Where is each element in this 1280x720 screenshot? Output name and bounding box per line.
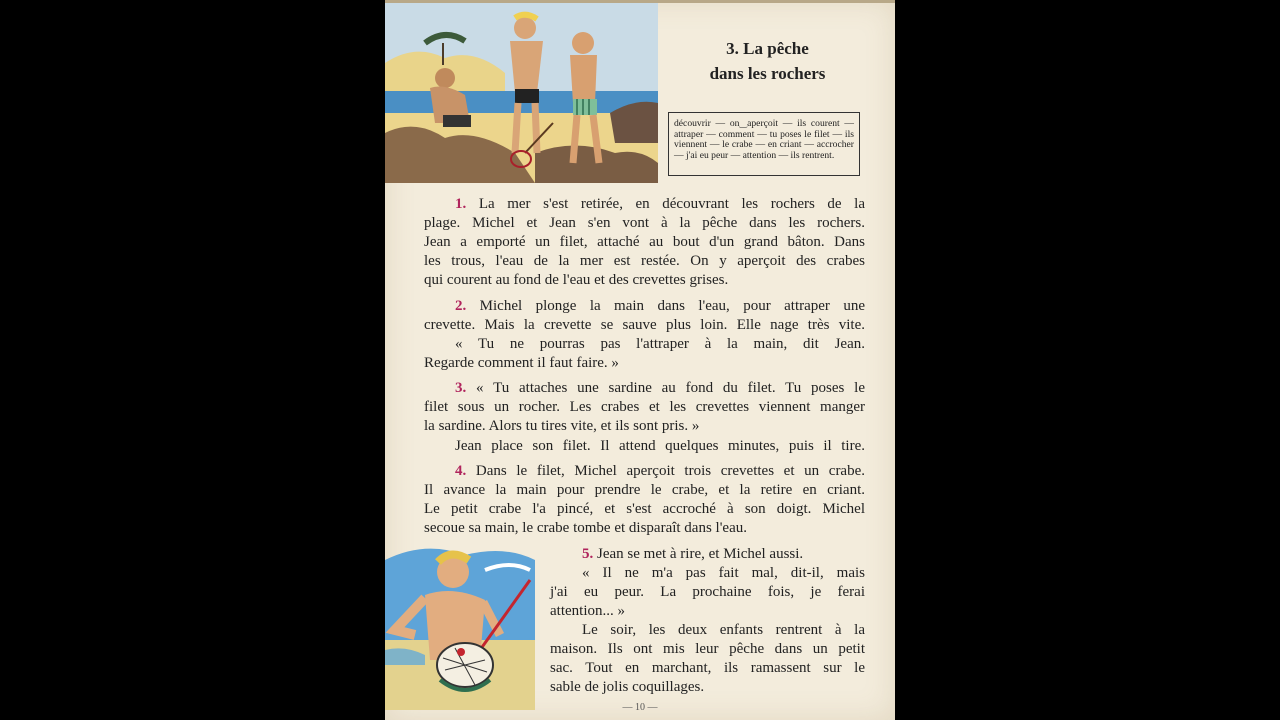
- boy-with-crab-illustration: [385, 540, 545, 710]
- text-line: 4. Dans le filet, Michel aperçoit trois crevettes et un crabe.: [455, 463, 866, 479]
- text-line: « Tu ne pourras pas l'attraper à la main, dit Jean.: [455, 336, 865, 352]
- paragraph-number: 4.: [455, 463, 467, 479]
- paragraph-number: 2.: [455, 298, 467, 314]
- paragraph-number: 1.: [455, 196, 467, 212]
- text-line: la sardine. Alors tu tires vite, et ils sont pris. »: [424, 418, 700, 434]
- text-line: secoue sa main, le crabe tombe et disparaît dans l'eau.: [424, 520, 747, 536]
- lesson-title-line2: dans les rochers: [709, 64, 826, 83]
- page-number: — 10 —: [622, 702, 658, 713]
- text-line: filet sous un rocher. Les crabes et les crevettes viennent manger: [424, 399, 865, 415]
- text-line: « Il ne m'a pas fait mal, dit-il, mais: [582, 565, 865, 581]
- text-line: sac. Tout en marchant, ils ramassent sur le: [550, 660, 865, 676]
- paragraph-number: 5.: [582, 546, 594, 562]
- text-line: plage. Michel et Jean s'en vont à la pêche dans les rochers.: [424, 215, 865, 231]
- text-line: les trous, l'eau de la mer est restée. On y aperçoit des crabes: [424, 253, 865, 269]
- text-line: Regarde comment il faut faire. »: [424, 355, 619, 371]
- lesson-title-line1: 3. La pêche: [726, 39, 809, 58]
- text-line: sable de jolis coquillages.: [550, 679, 705, 695]
- text-line: crevette. Mais la crevette se sauve plus loin. Elle nage très vite.: [424, 317, 865, 333]
- paragraph-number: 3.: [455, 380, 467, 396]
- vocabulary-box: découvrir — on‿aperçoit — ils courent — attraper — comment — tu poses le filet — ils viennent — le crabe — en criant — accrocher — j'ai eu peur — attention — ils rentrent.: [668, 112, 860, 176]
- text-line: qui courent au fond de l'eau et des crevettes grises.: [424, 272, 729, 288]
- text-line: attention... »: [550, 603, 625, 619]
- text-line: 5. Jean se met à rire, et Michel aussi.: [582, 546, 804, 562]
- text-line: 2. Michel plonge la main dans l'eau, pour attraper une: [455, 298, 866, 314]
- text-line: Jean a emporté un filet, attaché au bout d'un grand bâton. Dans: [424, 234, 865, 250]
- text-line: Il avance la main pour prendre le crabe, et la retire en criant.: [424, 482, 865, 498]
- text-line: maison. Ils ont mis leur pêche dans un petit: [550, 641, 865, 657]
- text-line: Le soir, les deux enfants rentrent à la: [582, 622, 865, 638]
- fishing-boys-illustration: [385, 3, 658, 183]
- text-line: Jean place son filet. Il attend quelques minutes, puis il tire.: [455, 438, 865, 454]
- book-page: [385, 0, 895, 720]
- text-line: 1. La mer s'est retirée, en découvrant les rochers de la: [455, 196, 865, 212]
- text-line: j'ai eu peur. La prochaine fois, je ferai: [550, 584, 865, 600]
- lesson-title: [685, 36, 850, 86]
- text-line: 3. « Tu attaches une sardine au fond du filet. Tu poses le: [455, 380, 865, 396]
- text-line: Le petit crabe l'a pincé, et s'est accroché à son doigt. Michel: [424, 501, 865, 517]
